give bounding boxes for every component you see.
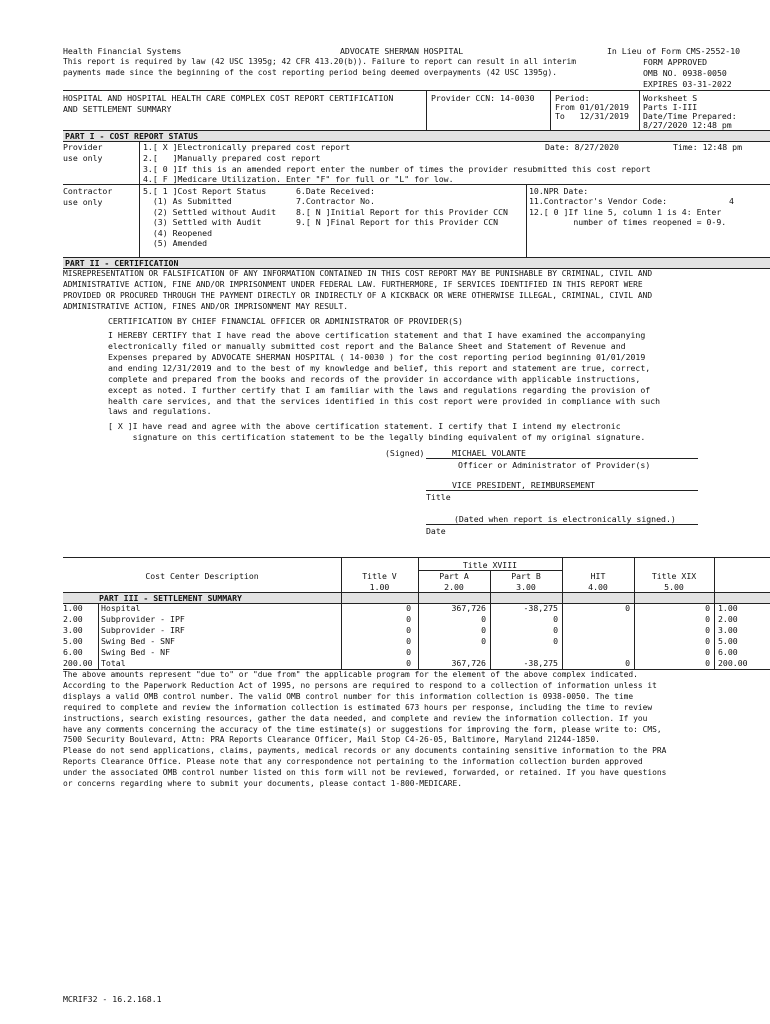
period-label: Period:: [555, 93, 590, 103]
notice-line: displays a valid OMB control number. The valid OMB control number for this information collection is 0938-0050. The time: [63, 691, 634, 701]
row-v: 0: [406, 636, 411, 646]
notice-line: instructions, search existing resources, gather the data needed, and complete and review the information collection. If you: [63, 713, 648, 723]
row-xix: 0: [705, 625, 710, 635]
col-hit: HIT: [590, 571, 606, 581]
col-part-b: Part B: [511, 571, 541, 581]
row-rline: 1.00: [718, 603, 738, 613]
notice-line: The above amounts represent "due to" or "due from" the applicable program for the element of the above complex indicated.: [63, 670, 638, 679]
cert-line-6: except as noted. I further certify that I am familiar with the laws and regulations regarding the provision of: [108, 385, 651, 395]
expiration-date: EXPIRES 03-31-2022: [643, 79, 732, 89]
signer-title: VICE PRESIDENT, REIMBURSEMENT: [452, 480, 595, 490]
notice-line: under the associated OMB control number listed on this form will not be reviewed, forwarded, or retained. If you have questions: [63, 768, 667, 778]
status-item-2: 2.[ ]Manually prepared cost report: [143, 153, 321, 163]
status-option-4: (4) Reopened: [143, 228, 213, 238]
status-option-1: (1) As Submitted: [143, 196, 232, 206]
worksheet-label: Worksheet S: [643, 93, 698, 103]
row-hit: 0: [625, 658, 630, 668]
date-prepared-label: Date/Time Prepared:: [643, 111, 737, 121]
divider: [98, 603, 99, 669]
cert-line-3: Expenses prepared by ADVOCATE SHERMAN HOSPITAL ( 14-0030 ) for the cost reporting period beginning 01/01/2019: [108, 352, 646, 362]
initial-report: 8.[ N ]Initial Report for this Provider CCN: [296, 207, 508, 217]
col-num-2: 2.00: [444, 582, 464, 592]
row-v: 0: [406, 625, 411, 635]
row-line: 6.00: [63, 647, 83, 657]
warning-line-2: ADMINISTRATIVE ACTION, FINE AND/OR IMPRISONMENT UNDER FEDERAL LAW. FURTHERMORE, IF SERVICES IDENTIFIED IN THIS REPORT WERE: [63, 280, 643, 289]
row-line: 200.00: [63, 658, 93, 668]
row-line: 5.00: [63, 636, 83, 646]
row-line: 3.00: [63, 625, 83, 635]
status-item-3: 3.[ 0 ]If this is an amended report enter the number of times the provider resubmitted this cost report: [143, 164, 651, 174]
agree-line-1: [ X ]I have read and agree with the above certification statement. I certify that I intend my electronic: [108, 421, 621, 431]
row-a: 367,726: [451, 603, 486, 613]
title-label: Title: [426, 492, 451, 502]
notice-line: Reports Clearance Office. Please note that any correspondence not pertaining to the information collection burden approved: [63, 757, 643, 767]
row-xix: 0: [705, 603, 710, 613]
row-rline: 3.00: [718, 625, 738, 635]
notice-line-2: payments made since the beginning of the cost reporting period being deemed overpayments (42 USC 1395g).: [63, 68, 558, 77]
form-lieu: In Lieu of Form CMS-2552-10: [607, 46, 741, 56]
cost-center-header: Cost Center Description: [145, 571, 259, 581]
agree-line-2: signature on this certification statement to be the legally binding equivalent of my original signature.: [108, 432, 646, 442]
row-desc: Subprovider - IRF: [101, 625, 185, 635]
row-b: 0: [553, 614, 558, 624]
notice-line: According to the Paperwork Reduction Act of 1995, no persons are required to respond to a collection of information unless it: [63, 680, 657, 690]
provider-use-label-2: use only: [63, 153, 103, 163]
row-v: 0: [406, 658, 411, 668]
status-option-5: (5) Amended: [143, 238, 208, 248]
row-b: 0: [553, 625, 558, 635]
signature-line: [426, 458, 698, 459]
part1-heading: PART I - COST REPORT STATUS: [63, 130, 770, 142]
date-received: 6.Date Received:: [296, 186, 375, 196]
row-xix: 0: [705, 647, 710, 657]
divider: [426, 90, 427, 130]
warning-line-4: ADMINISTRATIVE ACTION, FINES AND/OR IMPRISONMENT MAY RESULT.: [63, 302, 349, 311]
row-desc: Hospital: [101, 603, 141, 613]
cert-line-8: laws and regulations.: [108, 406, 212, 416]
part2-heading: PART II - CERTIFICATION: [63, 257, 770, 269]
hospital-name: ADVOCATE SHERMAN HOSPITAL: [340, 46, 464, 56]
col-num-4: 4.00: [588, 582, 608, 592]
notice-line: have any comments concerning the accuracy of the time estimate(s) or suggestions for improving the form, please write to: CMS,: [63, 724, 662, 734]
divider: [639, 90, 640, 130]
final-report: 9.[ N ]Final Report for this Provider CCN: [296, 217, 499, 227]
notice-line: Please do not send applications, claims, payments, medical records or any documents containing sensitive information to the PRA: [63, 746, 667, 756]
row-xix: 0: [705, 636, 710, 646]
divider: [139, 141, 140, 184]
period-to: To 12/31/2019: [555, 111, 629, 121]
col-num-1: 1.00: [369, 582, 390, 592]
row-v: 0: [406, 647, 411, 657]
status-item-1: 1.[ X ]Electronically prepared cost report: [143, 142, 351, 152]
col-num-5: 5.00: [664, 582, 684, 592]
row-b: -38,275: [523, 603, 558, 613]
status-item-4: 4.[ F ]Medicare Utilization. Enter "F" for full or "L" for low.: [143, 174, 454, 184]
col-title-v: Title V: [362, 571, 397, 581]
cert-heading: CERTIFICATION BY CHIEF FINANCIAL OFFICER OR ADMINISTRATOR OF PROVIDER(S): [108, 316, 463, 326]
notice-line-1: This report is required by law (42 USC 1395g; 42 CFR 413.20(b)). Failure to report can result in all interim: [63, 57, 577, 66]
notice-line: or concerns regarding where to submit your documents, please contact 1-800-MEDICARE.: [63, 779, 463, 788]
row-line: 2.00: [63, 614, 83, 624]
row-a: 0: [481, 636, 486, 646]
contractor-use-label: Contractor: [63, 186, 113, 196]
col-title-xix: Title XIX: [651, 571, 697, 581]
reopened-label: 12.[ 0 ]If line 5, column 1 is 4: Enter: [529, 207, 722, 217]
period-from: From 01/01/2019: [555, 102, 629, 112]
row-b: -38,275: [523, 658, 558, 668]
notice-line: required to complete and review the information collection is estimated 673 hours per response, including the time to review: [63, 702, 653, 712]
system-name: Health Financial Systems: [63, 46, 182, 56]
officer-label: Officer or Administrator of Provider(s): [458, 460, 651, 470]
row-hit: 0: [625, 603, 630, 613]
row-xix: 0: [705, 614, 710, 624]
warning-line-1: MISREPRESENTATION OR FALSIFICATION OF ANY INFORMATION CONTAINED IN THIS COST REPORT MAY BE PUNISHABLE BY CRIMINAL, CIVIL AND: [63, 269, 653, 278]
row-b: 0: [553, 636, 558, 646]
divider: [550, 90, 551, 130]
provider-ccn: Provider CCN: 14-0030: [431, 93, 535, 103]
notice-line: 7500 Security Boulevard, Attn: PRA Reports Clearance Officer, Mail Stop C4-26-05, Baltimore, Maryland 21244-1850.: [63, 735, 600, 745]
provider-use-label: Provider: [63, 142, 103, 152]
divider: [63, 184, 770, 185]
row-desc: Subprovider - IPF: [101, 614, 185, 624]
row-rline: 5.00: [718, 636, 738, 646]
divider: [714, 557, 715, 669]
row-v: 0: [406, 603, 411, 613]
parts-label: Parts I-III: [643, 102, 698, 112]
form-approved: FORM APPROVED: [643, 57, 708, 67]
cert-line-7: health care services, and that the services identified in this cost report were provided in compliance with such: [108, 396, 661, 406]
row-v: 0: [406, 614, 411, 624]
npr-date: 10.NPR Date:: [529, 186, 589, 196]
date-label: Date: [426, 526, 446, 536]
prepared-date: Date: 8/27/2020: [545, 142, 619, 152]
row-rline: 6.00: [718, 647, 738, 657]
date-line: [426, 524, 698, 525]
status-option-2: (2) Settled without Audit: [143, 207, 277, 217]
dated-note: (Dated when report is electronically signed.): [454, 514, 676, 524]
omb-number: OMB NO. 0938-0050: [643, 68, 727, 78]
page-footer: MCRIF32 - 16.2.168.1: [63, 994, 162, 1004]
cert-line-5: complete and prepared from the books and records of the provider in accordance with applicable instructions,: [108, 374, 641, 384]
row-line: 1.00: [63, 603, 83, 613]
signer-name: MICHAEL VOLANTE: [452, 448, 526, 458]
row-desc: Swing Bed - SNF: [101, 636, 175, 646]
report-title: HOSPITAL AND HOSPITAL HEALTH CARE COMPLEX COST REPORT CERTIFICATION: [63, 93, 394, 103]
divider: [139, 184, 140, 257]
vendor-code-label: 11.Contractor's Vendor Code:: [529, 196, 668, 206]
row-a: 0: [481, 625, 486, 635]
report-subtitle: AND SETTLEMENT SUMMARY: [63, 104, 172, 114]
col-part-a: Part A: [439, 571, 469, 581]
title-xviii-header: Title XVIII: [462, 560, 518, 570]
row-rline: 2.00: [718, 614, 738, 624]
divider: [63, 90, 770, 91]
divider: [526, 184, 527, 257]
cert-line-2: electronically filed or manually submitted cost report and the Balance Sheet and Statement of Revenue and: [108, 341, 626, 351]
cert-line-1: I HEREBY CERTIFY that I have read the above certification statement and that I have examined the accompanying: [108, 330, 646, 340]
title-line: [426, 490, 698, 491]
date-prepared: 8/27/2020 12:48 pm: [643, 120, 732, 130]
status-5: 5.[ 1 ]Cost Report Status: [143, 186, 267, 196]
status-option-3: (3) Settled with Audit: [143, 217, 262, 227]
signed-label: (Signed): [385, 448, 425, 458]
contractor-no: 7.Contractor No.: [296, 196, 375, 206]
row-desc: Swing Bed - NF: [101, 647, 171, 657]
row-desc: Total: [101, 658, 126, 668]
row-a: 367,726: [451, 658, 486, 668]
vendor-code: 4: [729, 196, 734, 206]
row-xix: 0: [705, 658, 710, 668]
reopened-label-2: number of times reopened = 0-9.: [529, 217, 727, 227]
cert-line-4: and ending 12/31/2019 and to the best of my knowledge and belief, this report and statement are true, correct,: [108, 363, 651, 373]
contractor-use-label-2: use only: [63, 197, 103, 207]
row-rline: 200.00: [718, 658, 748, 668]
part3-heading: PART III - SETTLEMENT SUMMARY: [63, 592, 770, 604]
row-a: 0: [481, 614, 486, 624]
prepared-time: Time: 12:48 pm: [673, 142, 743, 152]
warning-line-3: PROVIDED OR PROCURED THROUGH THE PAYMENT DIRECTLY OR INDIRECTLY OF A KICKBACK OR WERE OTHERWISE ILLEGAL, CRIMINAL, CIVIL AND: [63, 291, 653, 300]
col-num-3: 3.00: [516, 582, 536, 592]
divider: [63, 557, 770, 558]
